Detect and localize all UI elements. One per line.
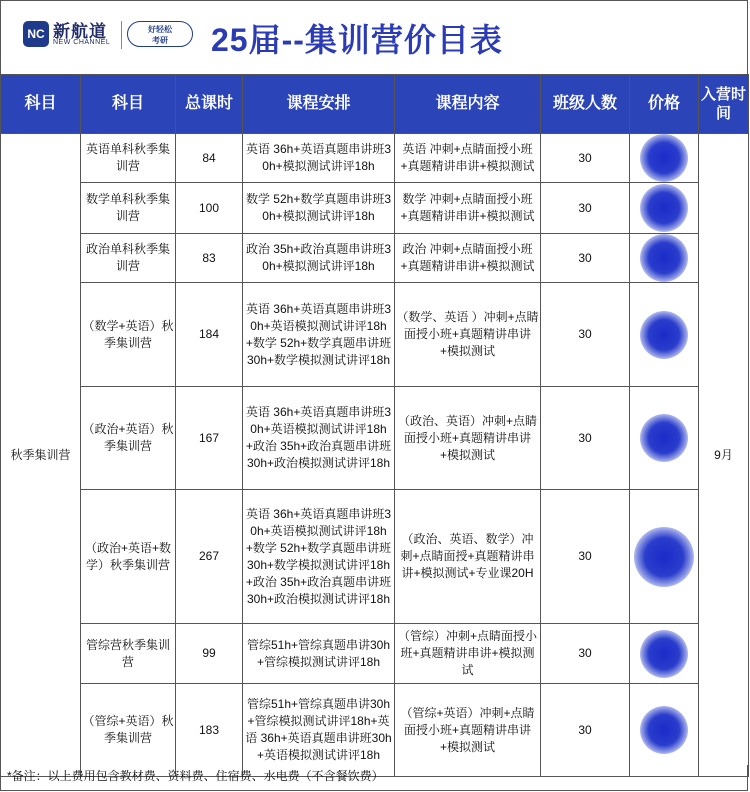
partner-logo bbox=[127, 21, 193, 47]
price-cell bbox=[630, 490, 699, 624]
col-header-entry-time: 入营时间 bbox=[699, 75, 749, 134]
course-name: 数学单科秋季集训营 bbox=[81, 183, 176, 234]
group-cell: 秋季集训营 bbox=[1, 134, 81, 777]
logo-divider bbox=[121, 21, 122, 49]
price-cell bbox=[630, 234, 699, 283]
table-row bbox=[1, 134, 749, 183]
course-hours: 83 bbox=[176, 234, 243, 283]
course-schedule: 英语 36h+英语真题串讲班30h+英语模拟测试讲评18h+政治 35h+政治真题串讲班30h+政治模拟测试讲评18h bbox=[243, 387, 395, 490]
course-hours: 84 bbox=[176, 134, 243, 183]
col-header-subject: 科目 bbox=[81, 75, 176, 134]
course-schedule: 管综51h+管综真题串讲30h+管综模拟测试讲评18h bbox=[243, 624, 395, 684]
redacted-price bbox=[640, 184, 688, 232]
redacted-price bbox=[640, 630, 688, 678]
col-header-schedule: 课程安排 bbox=[243, 75, 395, 134]
page-title: 25届--集训营价目表 bbox=[211, 22, 503, 58]
table-row bbox=[1, 234, 749, 283]
price-cell bbox=[630, 183, 699, 234]
course-schedule: 管综51h+管综真题串讲30h+管综模拟测试讲评18h+英语 36h+英语真题串讲班30h+英语模拟测试讲评18h bbox=[243, 684, 395, 777]
nc-logo-icon: NC bbox=[23, 21, 49, 47]
class-size: 30 bbox=[541, 134, 630, 183]
course-name: 政治单科秋季集训营 bbox=[81, 234, 176, 283]
course-content: （数学、英语 ）冲刺+点睛面授小班+真题精讲串讲+模拟测试 bbox=[395, 283, 541, 387]
price-cell bbox=[630, 387, 699, 490]
course-schedule: 数学 52h+数学真题串讲班30h+模拟测试讲评18h bbox=[243, 183, 395, 234]
course-hours: 183 bbox=[176, 684, 243, 777]
table-row bbox=[1, 684, 749, 777]
course-hours: 100 bbox=[176, 183, 243, 234]
course-content: （政治、英语）冲刺+点睛面授小班+真题精讲串讲+模拟测试 bbox=[395, 387, 541, 490]
entry-time-cell: 9月 bbox=[699, 134, 749, 777]
col-header-hours: 总课时 bbox=[176, 75, 243, 134]
course-schedule: 政治 35h+政治真题串讲班30h+模拟测试讲评18h bbox=[243, 234, 395, 283]
course-name: 管综营秋季集训营 bbox=[81, 624, 176, 684]
course-content: （管综）冲刺+点睛面授小班+真题精讲串讲+模拟测试 bbox=[395, 624, 541, 684]
price-cell bbox=[630, 624, 699, 684]
course-name: （政治+英语）秋季集训营 bbox=[81, 387, 176, 490]
class-size: 30 bbox=[541, 183, 630, 234]
redacted-price bbox=[640, 414, 688, 462]
course-hours: 267 bbox=[176, 490, 243, 624]
course-hours: 167 bbox=[176, 387, 243, 490]
class-size: 30 bbox=[541, 234, 630, 283]
partner-line1: 好轻松 bbox=[148, 25, 172, 34]
col-header-subject-group: 科目 bbox=[1, 75, 81, 134]
class-size: 30 bbox=[541, 490, 630, 624]
price-cell bbox=[630, 684, 699, 777]
class-size: 30 bbox=[541, 684, 630, 777]
partner-line2: 考研 bbox=[152, 36, 168, 45]
course-content: 数学 冲刺+点睛面授小班+真题精讲串讲+模拟测试 bbox=[395, 183, 541, 234]
redacted-price bbox=[640, 134, 688, 182]
course-schedule: 英语 36h+英语真题串讲班30h+模拟测试讲评18h bbox=[243, 134, 395, 183]
class-size: 30 bbox=[541, 283, 630, 387]
table-row bbox=[1, 490, 749, 624]
course-content: （政治、英语、数学）冲刺+点睛面授+真题精讲串讲+模拟测试+专业课20H bbox=[395, 490, 541, 624]
price-table bbox=[0, 74, 749, 777]
price-cell bbox=[630, 283, 699, 387]
table-row bbox=[1, 283, 749, 387]
course-name: （政治+英语+数学）秋季集训营 bbox=[81, 490, 176, 624]
table-row bbox=[1, 387, 749, 490]
course-content: 英语 冲刺+点睛面授小班+真题精讲串讲+模拟测试 bbox=[395, 134, 541, 183]
course-name: （数学+英语）秋季集训营 bbox=[81, 283, 176, 387]
course-name: （管综+英语）秋季集训营 bbox=[81, 684, 176, 777]
course-content: 政治 冲刺+点睛面授小班+真题精讲串讲+模拟测试 bbox=[395, 234, 541, 283]
course-schedule: 英语 36h+英语真题串讲班30h+英语模拟测试讲评18h+数学 52h+数学真题串讲班30h+数学模拟测试讲评18h+政治 35h+政治真题串讲班30h+政治模拟测试讲评18h bbox=[243, 490, 395, 624]
redacted-price bbox=[640, 706, 688, 754]
col-header-price: 价格 bbox=[630, 75, 699, 134]
course-hours: 99 bbox=[176, 624, 243, 684]
col-header-content: 课程内容 bbox=[395, 75, 541, 134]
redacted-price bbox=[640, 234, 688, 282]
header-row bbox=[1, 75, 749, 134]
class-size: 30 bbox=[541, 624, 630, 684]
price-cell bbox=[630, 134, 699, 183]
table-row bbox=[1, 624, 749, 684]
table-row bbox=[1, 183, 749, 234]
brand-name-en: NEW CHANNEL bbox=[53, 39, 111, 46]
footnote: *备注：以上费用包含教材费、资料费、住宿费、水电费（不含餐饮费） bbox=[0, 765, 748, 791]
header bbox=[0, 0, 748, 74]
course-name: 英语单科秋季集训营 bbox=[81, 134, 176, 183]
redacted-price bbox=[640, 311, 688, 359]
course-schedule: 英语 36h+英语真题串讲班30h+英语模拟测试讲评18h+数学 52h+数学真题串讲班30h+数学模拟测试讲评18h bbox=[243, 283, 395, 387]
course-hours: 184 bbox=[176, 283, 243, 387]
col-header-class-size: 班级人数 bbox=[541, 75, 630, 134]
course-content: （管综+英语）冲刺+点睛面授小班+真题精讲串讲+模拟测试 bbox=[395, 684, 541, 777]
brand-name: 新航道 bbox=[53, 22, 107, 41]
redacted-price bbox=[634, 527, 694, 587]
class-size: 30 bbox=[541, 387, 630, 490]
logo bbox=[23, 17, 213, 59]
